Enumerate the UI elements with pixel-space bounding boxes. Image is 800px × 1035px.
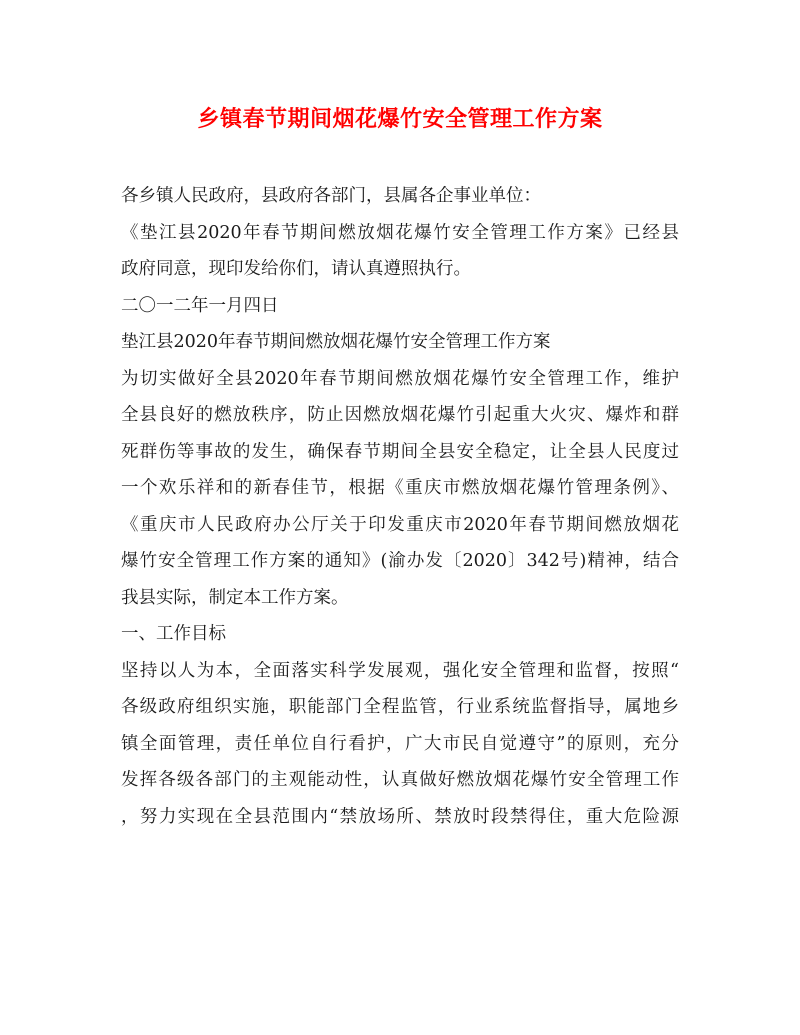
body-line: 政府同意，现印发给你们，请认真遵照执行。 [121,259,471,279]
body-line: 全县良好的燃放秩序，防止因燃放烟花爆竹引起重大火灾、爆炸和群 [121,405,679,425]
body-line: 坚持以人为本，全面落实科学发展观，强化安全管理和监督，按照“ [121,660,679,681]
document-body [121,178,679,835]
body-line: ，努力实现在全县范围内“禁放场所、禁放时段禁得住，重大危险源 [121,806,679,827]
body-line: 爆竹安全管理工作方案的通知》(渝办发〔2020〕342号)精神，结合 [121,551,679,571]
body-line: 《垫江县2020年春节期间燃放烟花爆竹安全管理工作方案》已经县 [121,222,679,243]
body-line: 镇全面管理，责任单位自行看护，广大市民自觉遵守”的原则，充分 [121,733,679,754]
subtitle-line: 垫江县2020年春节期间燃放烟花爆竹安全管理工作方案 [121,332,551,352]
section-heading: 一、工作目标 [121,624,226,644]
body-line: 《重庆市人民政府办公厅关于印发重庆市2020年春节期间燃放烟花 [121,514,679,535]
body-line: 为切实做好全县2020年春节期间燃放烟花爆竹安全管理工作，维护 [121,368,679,389]
body-line: 发挥各级各部门的主观能动性，认真做好燃放烟花爆竹安全管理工作 [121,770,679,790]
body-line: 我县实际，制定本工作方案。 [121,587,349,608]
body-line: 各级政府组织实施，职能部门全程监管，行业系统监督指导，属地乡 [121,697,679,717]
body-line: 死群伤等事故的发生，确保春节期间全县安全稳定，让全县人民度过 [121,441,679,462]
salutation-line: 各乡镇人民政府，县政府各部门，县属各企事业单位： [121,186,541,206]
document-title: 乡镇春节期间烟花爆竹安全管理工作方案 [197,106,603,132]
body-line: 一个欢乐祥和的新春佳节，根据《重庆市燃放烟花爆竹管理条例》、 [121,478,679,498]
date-line: 二〇一二年一月四日 [121,295,279,316]
